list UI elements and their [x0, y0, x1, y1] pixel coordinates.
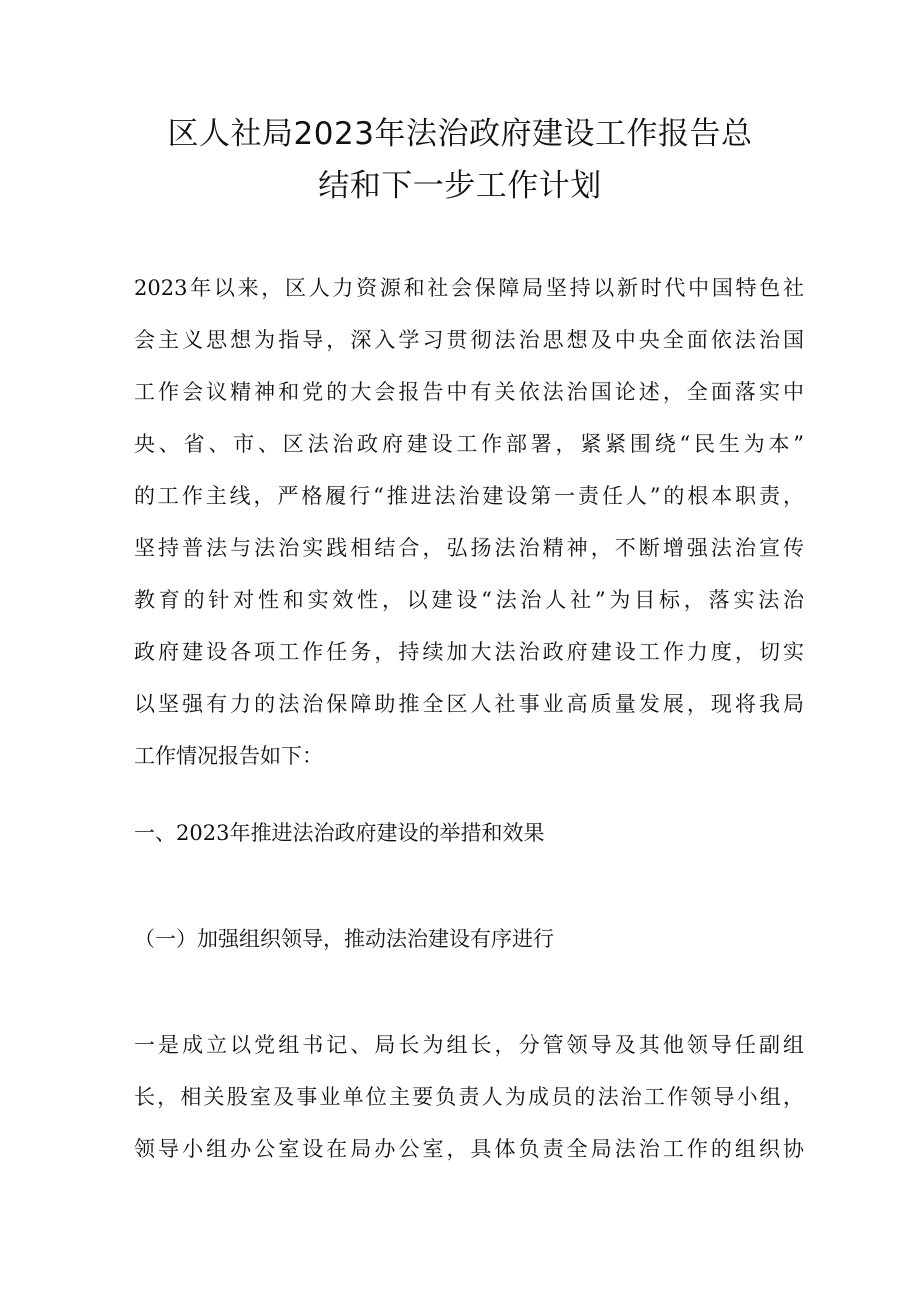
subsection-heading-1-1: [134, 913, 804, 965]
intro-line-5: 的工作主线，严格履行“推进法治建设第一责任人”的根本职责，: [134, 484, 804, 508]
intro-line-9: 以坚强有力的法治保障助推全区人社事业高质量发展，现将我局: [134, 692, 804, 716]
item-1-paragraph: [134, 1019, 804, 1175]
intro-line-10: 工作情况报告如下：: [134, 744, 323, 768]
section-heading-1-text: 一、2023年推进法治政府建设的举措和效果: [134, 821, 545, 845]
intro-line-3: 工作会议精神和党的大会报告中有关依法治国论述，全面落实中: [134, 380, 804, 404]
subsection-heading-1-1-text: （一）加强组织领导，推动法治建设有序进行: [134, 927, 554, 951]
intro-line-4: 央、省、市、区法治政府建设工作部署，紧紧围绕“民生为本”: [134, 432, 804, 456]
intro-line-6: 坚持普法与法治实践相结合，弘扬法治精神，不断增强法治宣传: [134, 536, 804, 560]
item-1-line-3: 领导小组办公室设在局办公室，具体负责全局法治工作的组织协: [134, 1137, 804, 1161]
section-heading-1: [134, 807, 804, 859]
item-1-line-2: 长，相关股室及事业单位主要负责人为成员的法治工作领导小组，: [134, 1085, 804, 1109]
intro-paragraph: [134, 262, 804, 782]
document-title: [0, 108, 920, 212]
title-line-2: 结和下一步工作计划: [318, 168, 602, 204]
item-1-line-1: 一是成立以党组书记、局长为组长，分管领导及其他领导任副组: [134, 1033, 804, 1057]
intro-line-7: 教育的针对性和实效性，以建设“法治人社”为目标，落实法治: [134, 588, 804, 612]
intro-line-8: 政府建设各项工作任务，持续加大法治政府建设工作力度，切实: [134, 640, 804, 664]
intro-line-2: 会主义思想为指导，深入学习贯彻法治思想及中央全面依法治国: [134, 328, 804, 352]
title-line-1: 区人社局2023年法治政府建设工作报告总: [167, 116, 753, 152]
intro-line-1: 2023年以来，区人力资源和社会保障局坚持以新时代中国特色社: [134, 276, 804, 300]
